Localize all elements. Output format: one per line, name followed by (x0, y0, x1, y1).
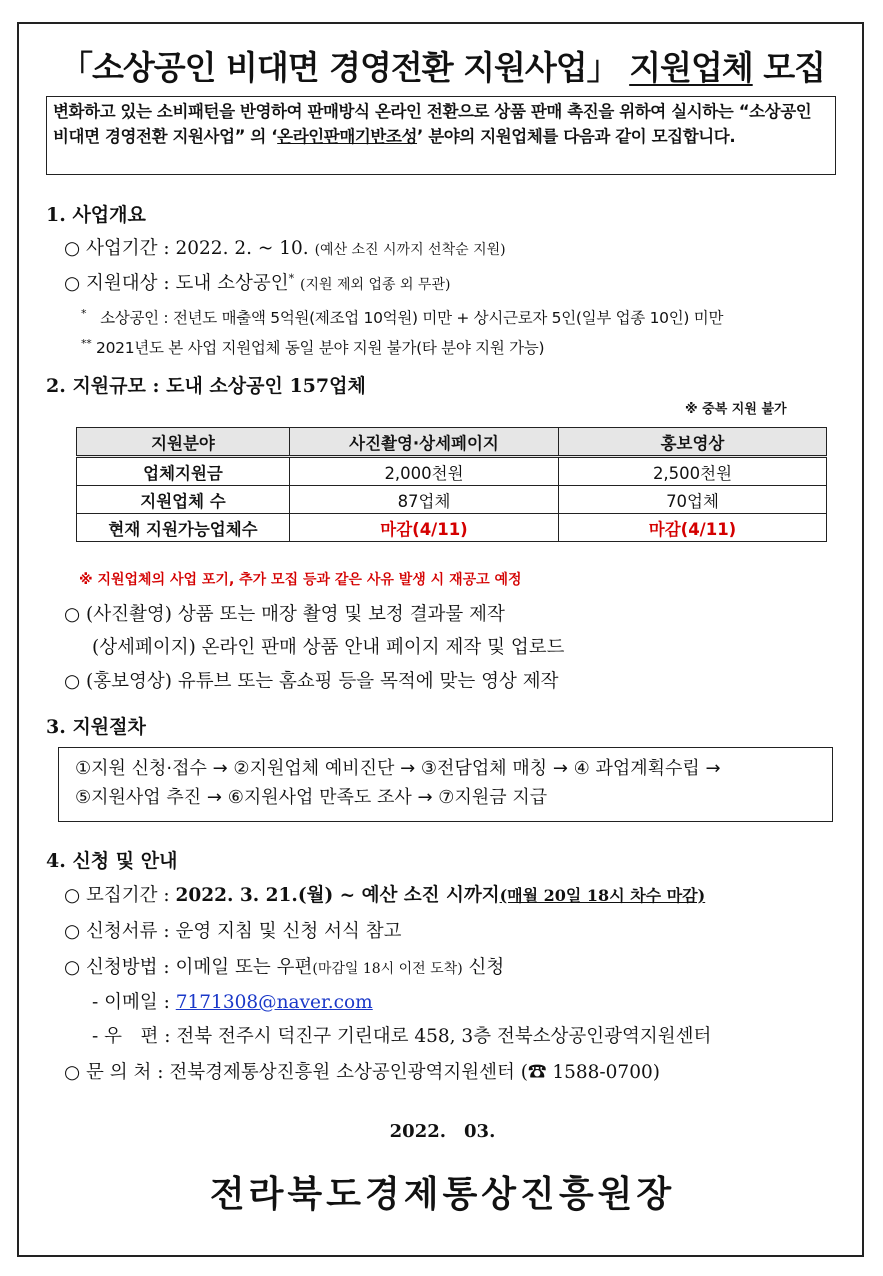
table-header-cell: 홍보영상 (559, 428, 827, 457)
reannounce-note: ※ 지원업체의 사업 포기, 추가 모집 등과 같은 사유 발생 시 재공고 예정 (79, 572, 522, 588)
page-title (19, 42, 866, 89)
table-row-label: 현재 지원가능업체수 (77, 514, 290, 542)
s4-documents: ○ 신청서류 : 운영 지침 및 신청 서식 참고 (64, 921, 402, 942)
s4-email-label: - 이메일 : (92, 992, 176, 1013)
s1-note-2 (81, 336, 544, 358)
s4-period-note: (매월 20일 18시 차수 마감) (499, 886, 706, 905)
s4-contact-label: ○ 문 의 처 : (64, 1062, 170, 1083)
table-row-label: 지원업체 수 (77, 486, 290, 514)
intro-box (46, 96, 836, 175)
table-cell: 2,000천원 (290, 457, 559, 486)
s1-target-label: ○ 지원대상 : 도내 소상공인 (64, 273, 289, 294)
table-cell: 2,500천원 (559, 457, 827, 486)
section-3-heading: 3. 지원절차 (46, 716, 146, 738)
s2-item-photo: ○ (사진촬영) 상품 또는 매장 촬영 및 보정 결과물 제작 (64, 604, 505, 625)
s4-period-value: 2022. 3. 21.(월) ~ 예산 소진 시까지 (175, 885, 500, 906)
section-1-heading: 1. 사업개요 (46, 204, 146, 226)
closed-status: 마감(4/11) (290, 514, 559, 542)
table-header-cell: 지원분야 (77, 428, 290, 457)
s1-note-1-text: 소상공인 : 전년도 매출액 5억원(제조업 10억원) 미만 + 상시근로자 5인(일부 업종 10인) 미만 (100, 309, 724, 327)
table-header-row (77, 428, 827, 457)
s4-post-label: - 우 편 : (92, 1026, 177, 1047)
s4-method (64, 953, 504, 979)
s4-method-note: (마감일 18시 이전 도착) (312, 961, 463, 977)
s1-note-1-mark: * (81, 306, 87, 320)
s4-method-label: ○ 신청방법 : 이메일 또는 우편 (64, 957, 313, 978)
table-cell: 70업체 (559, 486, 827, 514)
table-cell: 87업체 (290, 486, 559, 514)
s2-item-detail: (상세페이지) 온라인 판매 상품 안내 페이지 제작 및 업로드 (92, 637, 565, 658)
table-row (77, 486, 827, 514)
email-link[interactable]: 7171308@naver.com (175, 992, 373, 1013)
s4-post (92, 1022, 711, 1048)
s1-period-label: ○ 사업기간 : 2022. 2. ~ 10. (64, 238, 309, 259)
s4-contact-phone: 1588-0700) (546, 1062, 660, 1083)
phone-icon: ☎ (527, 1062, 547, 1083)
s4-contact-org: 전북경제통상진흥원 소상공인광역지원센터 ( (169, 1062, 528, 1083)
s1-note-2-mark: ** (81, 336, 92, 350)
s1-target-note: (지원 제외 업종 외 무관) (300, 277, 451, 293)
section-4-heading: 4. 신청 및 안내 (46, 850, 178, 872)
document-frame (17, 22, 864, 1257)
procedure-box (58, 747, 833, 822)
title-underlined: 지원업체 (629, 48, 753, 87)
procedure-line-2: ⑤지원사업 추진 → ⑥지원사업 만족도 조사 → ⑦지원금 지급 (75, 787, 548, 808)
s1-note-1 (81, 306, 723, 328)
s1-target-mark: * (288, 271, 295, 285)
s1-note-2-text: 2021년도 본 사업 지원업체 동일 분야 지원 불가(타 분야 지원 가능) (96, 339, 545, 357)
table-row-label: 업체지원금 (77, 457, 290, 486)
s4-period (64, 881, 705, 907)
s4-method-tail: 신청 (462, 957, 505, 978)
s4-period-label: ○ 모집기간 : (64, 885, 176, 906)
duplicate-note: ※ 중복 지원 불가 (685, 402, 787, 417)
intro-text-2: ’ 분야의 지원업체를 다음과 같이 모집합니다. (417, 127, 736, 146)
s1-period-note: (예산 소진 시까지 선착순 지원) (314, 242, 506, 258)
closed-status: 마감(4/11) (559, 514, 827, 542)
table-row (77, 514, 827, 542)
document-date: 2022. 03. (389, 1121, 496, 1142)
table-header-cell: 사진촬영·상세페이지 (290, 428, 559, 457)
title-tail: 모집 (752, 48, 825, 87)
s1-period (64, 234, 506, 260)
intro-text-1: 변화하고 있는 소비패턴을 반영하여 판매방식 온라인 전환으로 상품 판매 촉진을 위하여 실시하는 “소상공인 비대면 경영전환 지원사업” 의 ‘ (53, 102, 812, 146)
title-main: 「소상공인 비대면 경영전환 지원사업」 (60, 48, 619, 87)
intro-underlined: 온라인판매기반조성 (277, 127, 418, 146)
s4-post-address: 전북 전주시 덕진구 기린대로 458, 3층 전북소상공인광역지원센터 (176, 1026, 712, 1047)
s4-contact (64, 1058, 660, 1084)
s1-target (64, 269, 450, 295)
signature: 전라북도경제통상진흥원장 (209, 1173, 676, 1215)
support-table (76, 427, 827, 542)
table-row (77, 457, 827, 486)
procedure-line-1: ①지원 신청·접수 → ②지원업체 예비진단 → ③전담업체 매칭 → ④ 과업계획수립 → (75, 758, 721, 779)
section-2-heading: 2. 지원규모 : 도내 소상공인 157업체 (46, 375, 366, 397)
s4-email (92, 988, 373, 1014)
s2-item-video: ○ (홍보영상) 유튜브 또는 홈쇼핑 등을 목적에 맞는 영상 제작 (64, 671, 559, 692)
